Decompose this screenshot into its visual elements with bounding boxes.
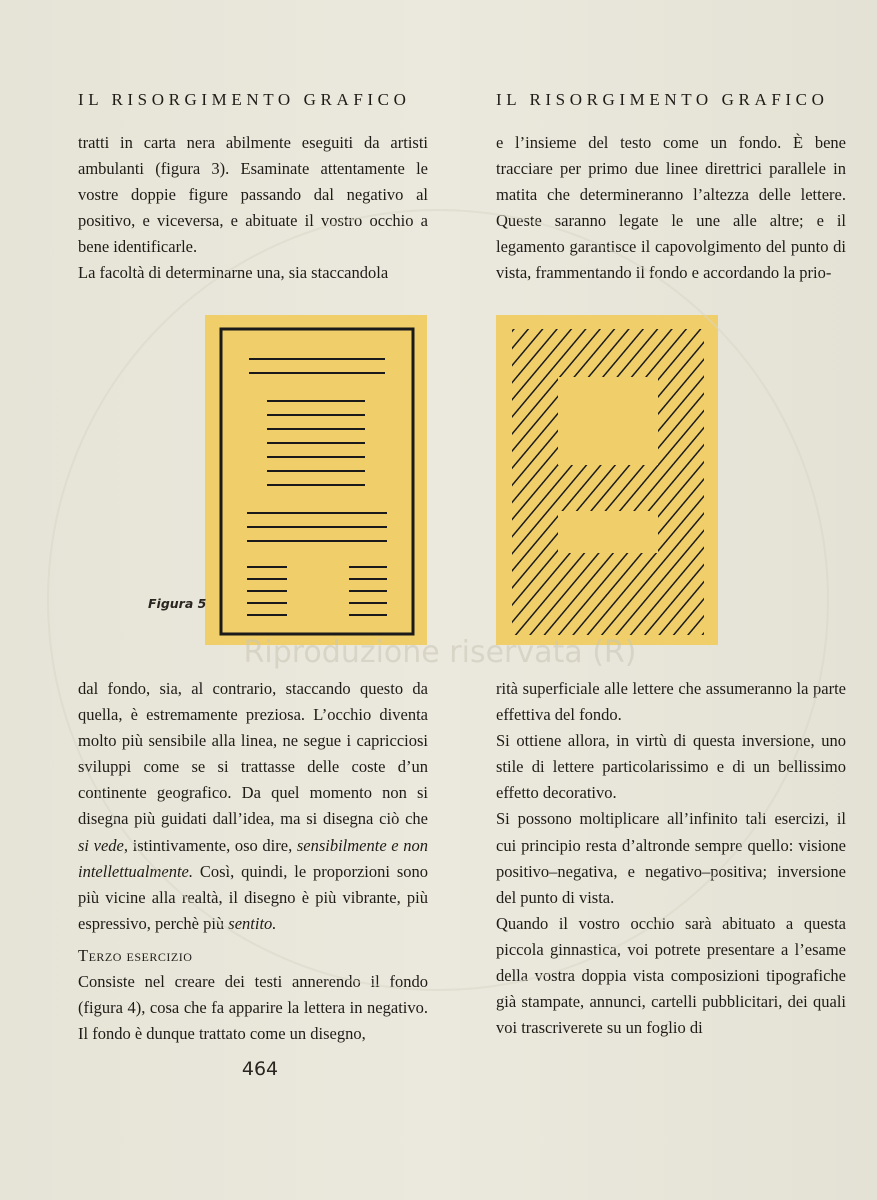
right-column-bottom (496, 676, 846, 1041)
figure-label: Figura 5 (148, 596, 207, 611)
paragraph: rità superficiale alle lettere che assumeranno la parte effettiva del fondo. (496, 679, 846, 725)
paragraph (78, 676, 428, 937)
paragraph: La facoltà di determinarne una, sia staccandola (78, 263, 389, 283)
right-column-top (496, 130, 846, 287)
emphasis: sensibilmente e non intellettualmente. (78, 835, 429, 881)
paragraph: Si ottiene allora, in virtù di questa inversione, uno stile di lettere particolarissimo e di un bellissimo effetto decorativo. (496, 731, 846, 803)
left-column-bottom (78, 676, 428, 1047)
figure-hatched-drawing (496, 315, 718, 645)
watermark-text: Riproduzione riservata (R) (243, 635, 637, 670)
paragraph: Consiste nel creare dei testi annerendo il fondo (figura 4), cosa che fa apparire la lettera in negativo. Il fondo è dunque trattato come un disegno, (78, 972, 428, 1044)
running-header-left: IL RISORGIMENTO GRAFICO (78, 90, 411, 109)
figure-layout-lines (205, 315, 427, 645)
page-number: 464 (241, 1058, 279, 1080)
paragraph: Quando il vostro occhio sarà abituato a questa piccola ginnastica, voi potrete presentare a l’esame della vostra doppia vista composizioni tipografiche già stampate, annunci, cartelli pubblicitari, dei quali voi trascriverete su un foglio di (496, 913, 846, 1038)
running-header-right: IL RISORGIMENTO GRAFICO (496, 90, 829, 109)
figure-hatched-letter (496, 315, 718, 645)
text-run: Così, quindi, le proporzioni sono più vicine alla realtà, il disegno è più vibrante, più espressivo, perchè più (78, 861, 428, 933)
figure-layout-drawing (205, 315, 427, 645)
paragraph: Si possono moltiplicare all’infinito tali esercizi, il cui principio resta d’altronde sempre quello: visione positivo–negativa, e negativo–positiva; inversione del punto di vista. (496, 809, 846, 907)
paragraph: e l’insieme del testo come un fondo. È bene tracciare per primo due linee direttrici parallele in matita che determineranno l’altezza delle lettere. Queste saranno legate le une alle altre; e il legamento garantisce il capovolgimento del punto di vista, frammentando il fondo e accordando la prio- (496, 133, 846, 283)
emphasis: si vede (78, 835, 124, 855)
emphasis: sentito. (228, 913, 277, 933)
text-run: , istintivamente, oso dire, (123, 835, 297, 855)
left-column-top (78, 130, 428, 287)
section-heading: Terzo esercizio (78, 945, 193, 965)
text-run: dal fondo, sia, al contrario, staccando questo da quella, è estremamente preziosa. L’occhio diventa molto più sensibile alla linea, ne segue i capricciosi sviluppi come se si trattasse delle coste d’un continente geografico. Da quel momento non si disegna più guidati dall’idea, ma si disegna ciò che (78, 679, 428, 829)
paragraph: tratti in carta nera abilmente eseguiti da artisti ambulanti (figura 3). Esaminate attentamente le vostre doppie figure passando dal negativo al positivo, e viceversa, e abituate il vostro occhio a bene identificarle. (78, 133, 428, 257)
